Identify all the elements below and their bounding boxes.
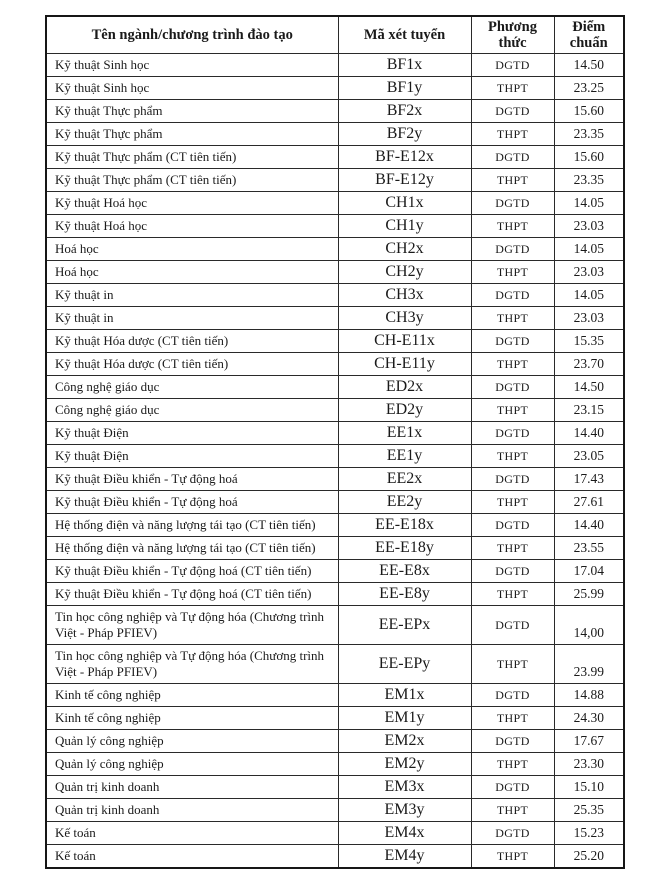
method-cell: DGTD: [471, 146, 554, 169]
table-row: [46, 376, 624, 399]
method-cell: THPT: [471, 753, 554, 776]
header-admission-code: Mã xét tuyển: [338, 16, 471, 54]
admission-code-cell: BF1y: [338, 77, 471, 100]
table-row: [46, 707, 624, 730]
admission-scores-table: [45, 15, 625, 869]
program-name-cell: Quản lý công nghiệp: [46, 753, 338, 776]
method-cell: DGTD: [471, 376, 554, 399]
program-name-cell: Công nghệ giáo dục: [46, 399, 338, 422]
admission-code-cell: EM3y: [338, 799, 471, 822]
admission-code-cell: CH2x: [338, 238, 471, 261]
program-name-cell: Hệ thống điện và năng lượng tái tạo (CT tiên tiến): [46, 514, 338, 537]
benchmark-score-cell: 14.05: [554, 284, 624, 307]
admission-code-cell: BF-E12x: [338, 146, 471, 169]
method-cell: DGTD: [471, 822, 554, 845]
table-row: [46, 845, 624, 869]
benchmark-score-cell: 14.40: [554, 422, 624, 445]
admission-code-cell: EM4y: [338, 845, 471, 869]
admission-code-cell: BF1x: [338, 54, 471, 77]
benchmark-score-cell: 14.50: [554, 376, 624, 399]
benchmark-score-cell: 17.43: [554, 468, 624, 491]
benchmark-score-cell: 25.99: [554, 583, 624, 606]
admission-code-cell: EM4x: [338, 822, 471, 845]
method-cell: DGTD: [471, 560, 554, 583]
method-cell: THPT: [471, 307, 554, 330]
program-name-cell: Kỹ thuật Thực phẩm: [46, 100, 338, 123]
table-row: [46, 491, 624, 514]
admission-code-cell: EM2y: [338, 753, 471, 776]
table-row: [46, 238, 624, 261]
table-row: [46, 776, 624, 799]
table-row: [46, 583, 624, 606]
table-row: [46, 261, 624, 284]
method-cell: DGTD: [471, 606, 554, 645]
table-row: [46, 284, 624, 307]
table-row: [46, 146, 624, 169]
benchmark-score-cell: 23.70: [554, 353, 624, 376]
benchmark-score-cell: 23.55: [554, 537, 624, 560]
method-cell: THPT: [471, 169, 554, 192]
method-cell: THPT: [471, 845, 554, 869]
benchmark-score-cell: 17.67: [554, 730, 624, 753]
benchmark-score-cell: 23.03: [554, 261, 624, 284]
table-row: [46, 684, 624, 707]
header-program: Tên ngành/chương trình đào tạo: [46, 16, 338, 54]
table-row: [46, 645, 624, 684]
admission-code-cell: CH1y: [338, 215, 471, 238]
table-row: [46, 730, 624, 753]
admission-code-cell: CH-E11y: [338, 353, 471, 376]
benchmark-score-cell: 23.03: [554, 307, 624, 330]
benchmark-score-cell: 23.05: [554, 445, 624, 468]
table-row: [46, 560, 624, 583]
benchmark-score-cell: 25.35: [554, 799, 624, 822]
benchmark-score-cell: 15.35: [554, 330, 624, 353]
method-cell: DGTD: [471, 422, 554, 445]
program-name-cell: Kỹ thuật in: [46, 307, 338, 330]
program-name-cell: Kỹ thuật Thực phẩm (CT tiên tiến): [46, 146, 338, 169]
benchmark-score-cell: 23.30: [554, 753, 624, 776]
method-cell: DGTD: [471, 730, 554, 753]
admission-code-cell: EE-E18x: [338, 514, 471, 537]
program-name-cell: Hoá học: [46, 261, 338, 284]
method-cell: THPT: [471, 707, 554, 730]
benchmark-score-cell: 24.30: [554, 707, 624, 730]
benchmark-score-cell: 23.35: [554, 123, 624, 146]
admission-code-cell: BF2y: [338, 123, 471, 146]
program-name-cell: Kỹ thuật Hoá học: [46, 215, 338, 238]
method-cell: DGTD: [471, 330, 554, 353]
method-cell: DGTD: [471, 684, 554, 707]
program-name-cell: Kỹ thuật in: [46, 284, 338, 307]
table-header-row: [46, 16, 624, 54]
benchmark-score-cell: 17.04: [554, 560, 624, 583]
benchmark-score-cell: 15.60: [554, 146, 624, 169]
admission-code-cell: ED2x: [338, 376, 471, 399]
table-row: [46, 123, 624, 146]
program-name-cell: Kinh tế công nghiệp: [46, 707, 338, 730]
method-cell: DGTD: [471, 54, 554, 77]
benchmark-score-cell: 15.10: [554, 776, 624, 799]
program-name-cell: Hệ thống điện và năng lượng tái tạo (CT tiên tiến): [46, 537, 338, 560]
admission-code-cell: CH2y: [338, 261, 471, 284]
method-cell: THPT: [471, 799, 554, 822]
table-row: [46, 353, 624, 376]
admission-code-cell: EM2x: [338, 730, 471, 753]
admission-code-cell: EE-EPx: [338, 606, 471, 645]
admission-code-cell: EE-E8y: [338, 583, 471, 606]
admission-code-cell: EE1x: [338, 422, 471, 445]
admission-code-cell: EM1x: [338, 684, 471, 707]
table-row: [46, 753, 624, 776]
table-row: [46, 100, 624, 123]
admission-code-cell: CH-E11x: [338, 330, 471, 353]
admission-code-cell: BF-E12y: [338, 169, 471, 192]
program-name-cell: Quản lý công nghiệp: [46, 730, 338, 753]
benchmark-score-cell: 14.88: [554, 684, 624, 707]
program-name-cell: Kế toán: [46, 845, 338, 869]
program-name-cell: Kỹ thuật Thực phẩm: [46, 123, 338, 146]
method-cell: THPT: [471, 77, 554, 100]
table-row: [46, 606, 624, 645]
admission-code-cell: CH3y: [338, 307, 471, 330]
table-row: [46, 215, 624, 238]
header-benchmark-score: Điểm chuẩn: [554, 16, 624, 54]
benchmark-score-cell: 14.05: [554, 192, 624, 215]
benchmark-score-cell: 27.61: [554, 491, 624, 514]
admission-code-cell: EE1y: [338, 445, 471, 468]
method-cell: DGTD: [471, 514, 554, 537]
benchmark-score-cell: 14.05: [554, 238, 624, 261]
benchmark-score-cell: 23.15: [554, 399, 624, 422]
table-row: [46, 822, 624, 845]
program-name-cell: Hoá học: [46, 238, 338, 261]
program-name-cell: Kỹ thuật Điều khiển - Tự động hoá (CT tiên tiến): [46, 560, 338, 583]
method-cell: THPT: [471, 491, 554, 514]
program-name-cell: Kỹ thuật Hóa dược (CT tiên tiến): [46, 353, 338, 376]
method-cell: THPT: [471, 399, 554, 422]
table-row: [46, 445, 624, 468]
program-name-cell: Quản trị kinh doanh: [46, 799, 338, 822]
benchmark-score-cell: 23.03: [554, 215, 624, 238]
method-cell: THPT: [471, 123, 554, 146]
benchmark-score-cell: 25.20: [554, 845, 624, 869]
table-row: [46, 77, 624, 100]
method-cell: THPT: [471, 261, 554, 284]
table-row: [46, 422, 624, 445]
program-name-cell: Kỹ thuật Sinh học: [46, 77, 338, 100]
method-cell: THPT: [471, 215, 554, 238]
program-name-cell: Kỹ thuật Điện: [46, 422, 338, 445]
program-name-cell: Kinh tế công nghiệp: [46, 684, 338, 707]
method-cell: THPT: [471, 445, 554, 468]
admission-code-cell: ED2y: [338, 399, 471, 422]
method-cell: DGTD: [471, 192, 554, 215]
program-name-cell: Kỹ thuật Điều khiển - Tự động hoá: [46, 468, 338, 491]
program-name-cell: Kỹ thuật Điều khiển - Tự động hoá: [46, 491, 338, 514]
table-body: [46, 54, 624, 869]
method-cell: DGTD: [471, 468, 554, 491]
program-name-cell: Kỹ thuật Thực phẩm (CT tiên tiến): [46, 169, 338, 192]
benchmark-score-cell: 15.60: [554, 100, 624, 123]
program-name-cell: Kỹ thuật Điều khiển - Tự động hoá (CT tiên tiến): [46, 583, 338, 606]
benchmark-score-cell: 23.25: [554, 77, 624, 100]
program-name-cell: Kỹ thuật Hoá học: [46, 192, 338, 215]
table-row: [46, 468, 624, 491]
table-row: [46, 307, 624, 330]
table-header: [46, 16, 624, 54]
header-method: Phương thức: [471, 16, 554, 54]
table-row: [46, 330, 624, 353]
method-cell: THPT: [471, 353, 554, 376]
benchmark-score-cell: 15.23: [554, 822, 624, 845]
admission-code-cell: EM3x: [338, 776, 471, 799]
method-cell: DGTD: [471, 284, 554, 307]
table-row: [46, 192, 624, 215]
benchmark-score-cell: 23.99: [554, 645, 624, 684]
program-name-cell: Kỹ thuật Điện: [46, 445, 338, 468]
method-cell: DGTD: [471, 100, 554, 123]
admission-code-cell: EE-EPy: [338, 645, 471, 684]
table-row: [46, 514, 624, 537]
admission-code-cell: EE-E8x: [338, 560, 471, 583]
program-name-cell: Tin học công nghiệp và Tự động hóa (Chương trình Việt - Pháp PFIEV): [46, 645, 338, 684]
benchmark-score-cell: 14,00: [554, 606, 624, 645]
program-name-cell: Quản trị kinh doanh: [46, 776, 338, 799]
admission-code-cell: EE2x: [338, 468, 471, 491]
method-cell: DGTD: [471, 238, 554, 261]
program-name-cell: Tin học công nghiệp và Tự động hóa (Chương trình Việt - Pháp PFIEV): [46, 606, 338, 645]
table-row: [46, 537, 624, 560]
program-name-cell: Kỹ thuật Sinh học: [46, 54, 338, 77]
admission-code-cell: EE-E18y: [338, 537, 471, 560]
program-name-cell: Công nghệ giáo dục: [46, 376, 338, 399]
benchmark-score-cell: 23.35: [554, 169, 624, 192]
program-name-cell: Kế toán: [46, 822, 338, 845]
admission-code-cell: EE2y: [338, 491, 471, 514]
method-cell: THPT: [471, 537, 554, 560]
admission-code-cell: BF2x: [338, 100, 471, 123]
benchmark-score-cell: 14.50: [554, 54, 624, 77]
table-row: [46, 54, 624, 77]
table-row: [46, 169, 624, 192]
method-cell: THPT: [471, 645, 554, 684]
program-name-cell: Kỹ thuật Hóa dược (CT tiên tiến): [46, 330, 338, 353]
table-row: [46, 399, 624, 422]
admission-code-cell: CH1x: [338, 192, 471, 215]
table-row: [46, 799, 624, 822]
admission-code-cell: EM1y: [338, 707, 471, 730]
method-cell: DGTD: [471, 776, 554, 799]
admission-code-cell: CH3x: [338, 284, 471, 307]
method-cell: THPT: [471, 583, 554, 606]
benchmark-score-cell: 14.40: [554, 514, 624, 537]
